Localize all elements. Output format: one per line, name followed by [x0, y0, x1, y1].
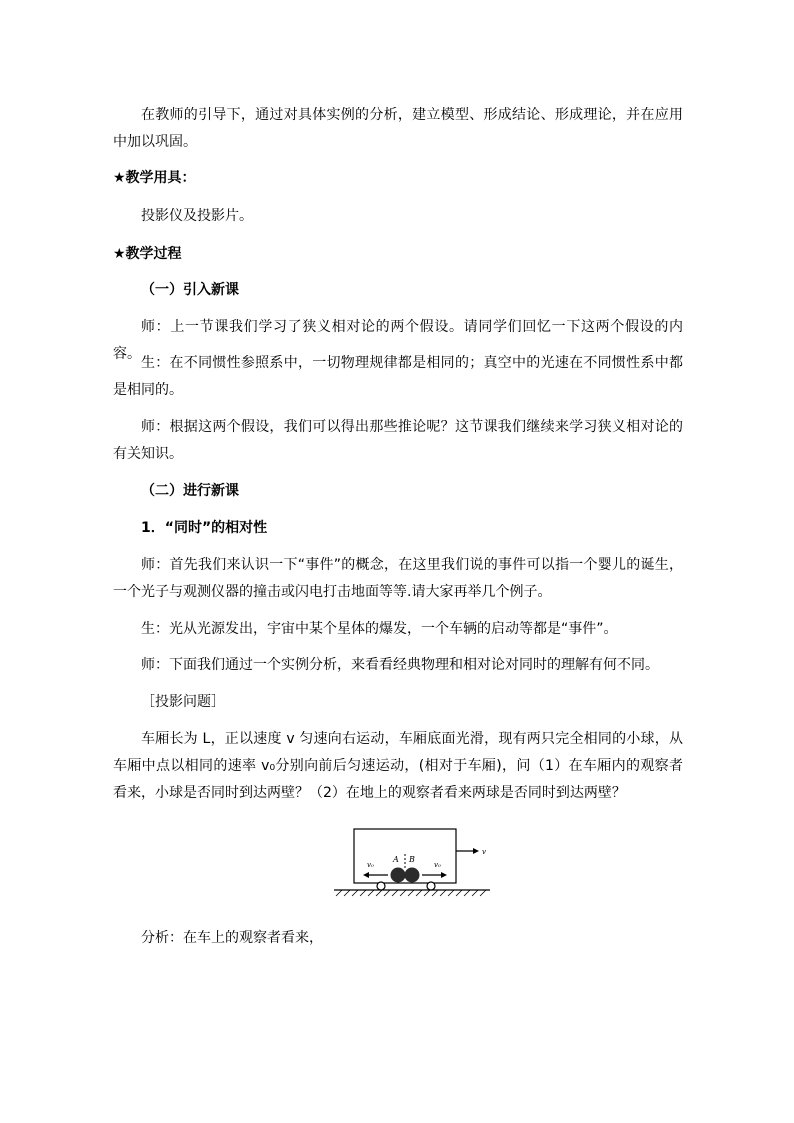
heading-part-one: （一）引入新课 [141, 282, 239, 298]
label-a: A [393, 855, 399, 864]
ball-b [405, 868, 420, 883]
paragraph-tools: 投影仪及投影片。 [141, 208, 253, 224]
ball-a [391, 868, 406, 883]
heading-part-two: （二）进行新课 [141, 483, 239, 499]
arrow-right-head [441, 872, 447, 878]
arrow-left-head [363, 872, 369, 878]
paragraph-teacher-1: 师：上一节课我们学习了狭义相对论的两个假设。请同学们回忆一下这两个假设的内容。 [113, 319, 683, 362]
paragraph-projection-label: ［投影问题］ [141, 694, 225, 710]
paragraph-student-1: 生：在不同惯性参照系中，一切物理规律都是相同的；真空中的光速在不同惯性系中都是相同的。 [113, 355, 683, 398]
paragraph-intro: 在教师的引导下，通过对具体实例的分析，建立模型、形成结论、形成理论，并在应用中加以巩固。 [113, 107, 683, 150]
heading-teaching-process: ★教学过程 [113, 246, 182, 262]
paragraph-teacher-2: 师：根据这两个假设，我们可以得出那些推论呢？这节课我们继续来学习狭义相对论的有关知识。 [113, 419, 683, 462]
paragraph-teacher-4: 师：下面我们通过一个实例分析，来看看经典物理和相对论对同时的理解有何不同。 [141, 657, 659, 673]
label-v0-left: v₀ [367, 861, 374, 869]
label-b: B [409, 855, 415, 864]
wheel-right [427, 882, 435, 890]
heading-section-1: 1．“同时”的相对性 [141, 520, 268, 536]
paragraph-teacher-3: 师：首先我们来认识一下“事件”的概念，在这里我们说的事件可以指一个婴儿的诞生，一个光子与观测仪器的撞击或闪电打击地面等等.请大家再举几个例子。 [113, 557, 683, 600]
paragraph-student-2: 生：光从光源发出，宇宙中某个星体的爆发，一个车辆的启动等都是“事件”。 [141, 621, 618, 637]
train-car-diagram [334, 826, 490, 898]
heading-teaching-tools: ★教学用具： [113, 170, 196, 186]
label-v: v [482, 848, 486, 856]
paragraph-problem: 车厢长为 L，正以速度 v 匀速向右运动，车厢底面光滑，现有两只完全相同的小球，从车厢中点以相同的速率 v₀分别向前后匀速运动，(相对于车厢)，问（1）在车厢内的观察者看来，小球是否同时到达两壁？（2）在地上的观察者看来两球是否同时到达两壁？ [113, 731, 683, 801]
label-v0-right: v₀ [434, 861, 441, 869]
velocity-arrow-head [473, 848, 479, 854]
wheel-left [377, 882, 385, 890]
paragraph-analysis: 分析：在车上的观察者看来， [141, 930, 323, 946]
ground-hatching [336, 890, 486, 896]
